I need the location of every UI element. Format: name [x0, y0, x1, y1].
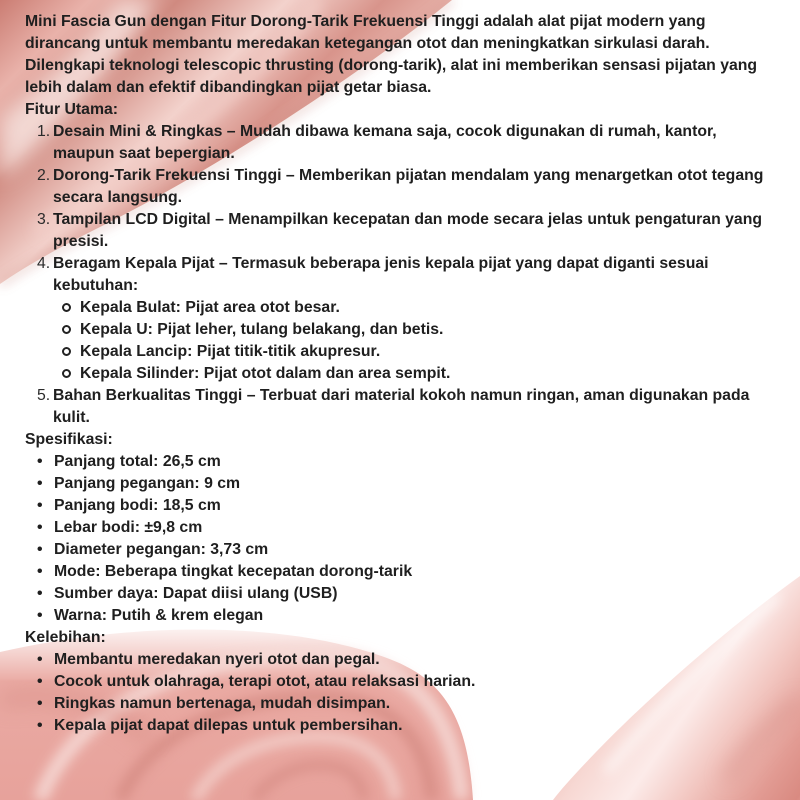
advantage-item	[25, 715, 776, 737]
feature-item	[25, 165, 776, 209]
bullet-icon: •	[37, 673, 43, 690]
feature-item-number: 2.	[37, 167, 51, 184]
advantage-item	[25, 693, 776, 715]
spec-item-text: Mode: Beberapa tingkat kecepatan dorong-tarik	[54, 563, 413, 580]
massage-head-item	[53, 319, 776, 341]
bullet-icon: •	[37, 453, 43, 470]
circle-bullet-icon	[53, 319, 80, 334]
spec-item	[25, 517, 776, 539]
advantage-item-text: Ringkas namun bertenaga, mudah disimpan.	[54, 695, 391, 712]
feature-item-text: Beragam Kepala Pijat – Termasuk beberapa jenis kepala pijat yang dapat diganti sesuai kebutuhan:	[53, 255, 709, 294]
advantage-item	[25, 649, 776, 671]
spec-item	[25, 451, 776, 473]
feature-item-number: 4.	[37, 255, 51, 272]
spec-item-text: Lebar bodi: ±9,8 cm	[54, 519, 203, 536]
advantages-heading: Kelebihan:	[25, 629, 106, 646]
bullet-icon: •	[37, 717, 43, 734]
bullet-icon: •	[37, 607, 43, 624]
intro-paragraph: Mini Fascia Gun dengan Fitur Dorong-Tarik Frekuensi Tinggi adalah alat pijat modern yang dirancang untuk membantu meredakan ketegangan otot dan meningkatkan sirkulasi darah. Dilengkapi teknologi telescopic thrusting (dorong-tarik), alat ini memberikan sensasi pijatan yang lebih dalam dan efektif dibandingkan pijat getar biasa.	[25, 13, 758, 96]
feature-item-text: Dorong-Tarik Frekuensi Tinggi – Memberikan pijatan mendalam yang menargetkan otot tegang secara langsung.	[53, 167, 764, 206]
massage-head-item	[53, 297, 776, 319]
feature-item-text: Bahan Berkualitas Tinggi – Terbuat dari material kokoh namun ringan, aman digunakan pada kulit.	[53, 387, 750, 426]
spec-item-text: Warna: Putih & krem elegan	[54, 607, 264, 624]
circle-bullet-icon	[53, 297, 80, 312]
circle-bullet-icon	[53, 363, 80, 378]
spec-item	[25, 605, 776, 627]
circle-bullet-icon	[53, 341, 80, 356]
specs-heading: Spesifikasi:	[25, 431, 113, 448]
spec-item	[25, 539, 776, 561]
spec-item	[25, 473, 776, 495]
feature-item	[25, 209, 776, 253]
advantage-item-text: Kepala pijat dapat dilepas untuk pembersihan.	[54, 717, 403, 734]
feature-item-text: Tampilan LCD Digital – Menampilkan kecepatan dan mode secara jelas untuk pengaturan yang presisi.	[53, 211, 763, 250]
bullet-icon: •	[37, 585, 43, 602]
massage-head-text: Kepala Lancip: Pijat titik-titik akupresur.	[80, 343, 381, 360]
feature-item-number: 5.	[37, 387, 51, 404]
features-heading: Fitur Utama:	[25, 101, 119, 118]
bullet-icon: •	[37, 541, 43, 558]
massage-head-item	[53, 363, 776, 385]
bullet-icon: •	[37, 695, 43, 712]
feature-item-number: 1.	[37, 123, 51, 140]
feature-item	[25, 253, 776, 297]
spec-item-text: Panjang total: 26,5 cm	[54, 453, 221, 470]
advantage-item-text: Cocok untuk olahraga, terapi otot, atau relaksasi harian.	[54, 673, 476, 690]
bullet-icon: •	[37, 497, 43, 514]
spec-item	[25, 495, 776, 517]
spec-item	[25, 583, 776, 605]
massage-head-item	[53, 341, 776, 363]
bullet-icon: •	[37, 475, 43, 492]
bullet-icon: •	[37, 519, 43, 536]
spec-item	[25, 561, 776, 583]
bullet-icon: •	[37, 563, 43, 580]
feature-item-number: 3.	[37, 211, 51, 228]
massage-head-text: Kepala Silinder: Pijat otot dalam dan area sempit.	[80, 365, 451, 382]
massage-head-text: Kepala U: Pijat leher, tulang belakang, dan betis.	[80, 321, 444, 338]
feature-item-text: Desain Mini & Ringkas – Mudah dibawa kemana saja, cocok digunakan di rumah, kantor, maupun saat bepergian.	[53, 123, 717, 162]
spec-item-text: Diameter pegangan: 3,73 cm	[54, 541, 269, 558]
advantage-item	[25, 671, 776, 693]
massage-head-text: Kepala Bulat: Pijat area otot besar.	[80, 299, 340, 316]
spec-item-text: Panjang pegangan: 9 cm	[54, 475, 241, 492]
spec-item-text: Panjang bodi: 18,5 cm	[54, 497, 221, 514]
advantage-item-text: Membantu meredakan nyeri otot dan pegal.	[54, 651, 380, 668]
feature-item	[25, 385, 776, 429]
feature-item	[25, 121, 776, 165]
spec-item-text: Sumber daya: Dapat diisi ulang (USB)	[54, 585, 338, 602]
bullet-icon: •	[37, 651, 43, 668]
